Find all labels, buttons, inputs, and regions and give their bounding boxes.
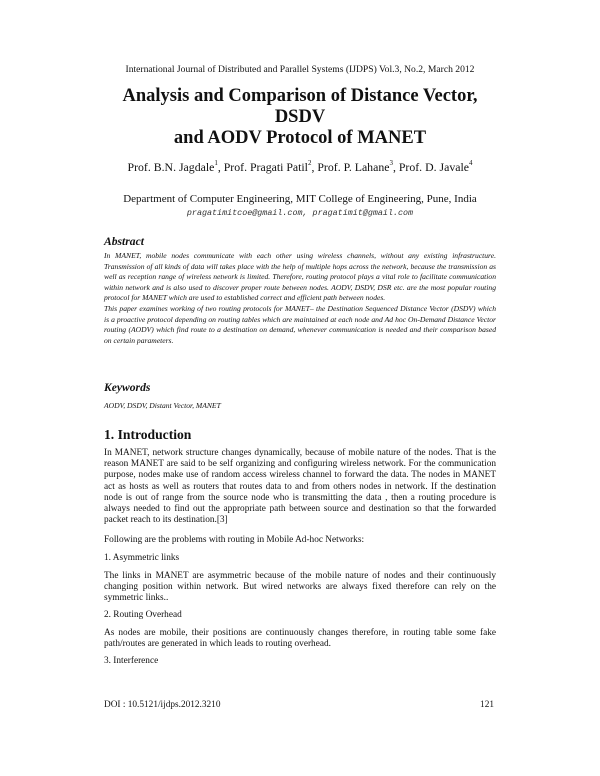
title-line-1: Analysis and Comparison of Distance Vector, <box>122 86 478 106</box>
intro-paragraph-1: In MANET, network structure changes dynamically, because of mobile nature of the nodes. That is the reason MANET are said to be self organizing and configuring wireless network. For the communication purpose, nodes make use of random access wireless channel to forward the data. The nodes in MANET act as hosts as well as routers that routes data to and from others nodes in network. If the destination node is out of range from the source node who is transmitting the data , then a routing procedure is always needed to find out the appropriate path between source and destination so that the forwarded packet reach to its destination.[3] <box>104 448 496 526</box>
abstract-paragraph: This paper examines working of two routing protocols for MANET– the Destination Sequenced Distance Vector (DSDV) which is a proactive protocol depending on routing tables which are maintained at each node and Ad hoc On-Demand Distance Vector routing (AODV) which find route to a destination on demand, whenever communication is needed and their comparison based on certain parameters. <box>104 303 496 345</box>
author-name: Prof. P. Lahane <box>317 160 390 174</box>
author-name: Prof. B.N. Jagdale <box>127 160 215 174</box>
title-line-2: DSDV <box>274 107 326 127</box>
intro-paragraph-3: The links in MANET are asymmetric because of the mobile nature of nodes and their continuously changing position within network. But wired networks are always fixed therefore can rely on the symmetric links.. <box>104 571 496 604</box>
author-name: Prof. Pragati Patil <box>223 160 308 174</box>
intro-paragraph-4: As nodes are mobile, their positions are continuously changes therefore, in routing table some fake path/routes are generated in which leads to routing overhead. <box>104 628 496 650</box>
author-affiliation-mark: 4 <box>468 159 473 168</box>
intro-paragraph-2: Following are the problems with routing in Mobile Ad-hoc Networks: <box>104 535 365 545</box>
abstract-paragraph: In MANET, mobile nodes communicate with each other using wireless channels, without any existing infrastructure. Transmission of all kinds of data will takes place with the help of multiple hops across the network, because the transmission as well as reception range of wireless network is limited. Therefore, routing protocol plays a vital role to facilitate communication within network and is also used to discover proper route between nodes. AODV, DSDV, DSR etc. are the most popular routing protocol for MANET which are used to established correct and efficient path between nodes. <box>104 251 496 303</box>
list-item-routing-overhead: 2. Routing Overhead <box>104 610 182 620</box>
introduction-heading: 1. Introduction <box>104 427 192 442</box>
title-line-3: and AODV Protocol of MANET <box>173 128 427 148</box>
author-emails: pragatimitcoe@gmail.com, pragatimit@gmail.com <box>186 208 414 218</box>
author-affiliation-mark: 3 <box>389 159 393 168</box>
author-name: Prof. D. Javale <box>398 160 469 174</box>
abstract-heading: Abstract <box>104 235 144 248</box>
paper-title <box>60 86 540 149</box>
keywords-heading: Keywords <box>104 381 151 394</box>
author-list: Prof. B.N. Jagdale$^1$, Prof. Pragati Patil$^2$, Prof. P. Lahane$^3$, Prof. D. Javale$^4$ <box>127 159 473 174</box>
affiliation: Department of Computer Engineering, MIT College of Engineering, Pune, India <box>123 193 477 205</box>
keywords-text: AODV, DSDV, Distant Vector, MANET <box>104 401 221 410</box>
abstract-body <box>104 251 496 346</box>
list-item-asymmetric-links: 1. Asymmetric links <box>104 553 180 563</box>
author-affiliation-mark: 2 <box>307 159 312 168</box>
list-item-interference: 3. Interference <box>104 656 159 666</box>
journal-header: International Journal of Distributed and Parallel Systems (IJDPS) Vol.3, No.2, March 2012 <box>125 64 475 75</box>
author-affiliation-mark: 1 <box>214 159 218 168</box>
doi: DOI : 10.5121/ijdps.2012.3210 <box>104 700 221 710</box>
page-number: 121 <box>480 700 494 710</box>
